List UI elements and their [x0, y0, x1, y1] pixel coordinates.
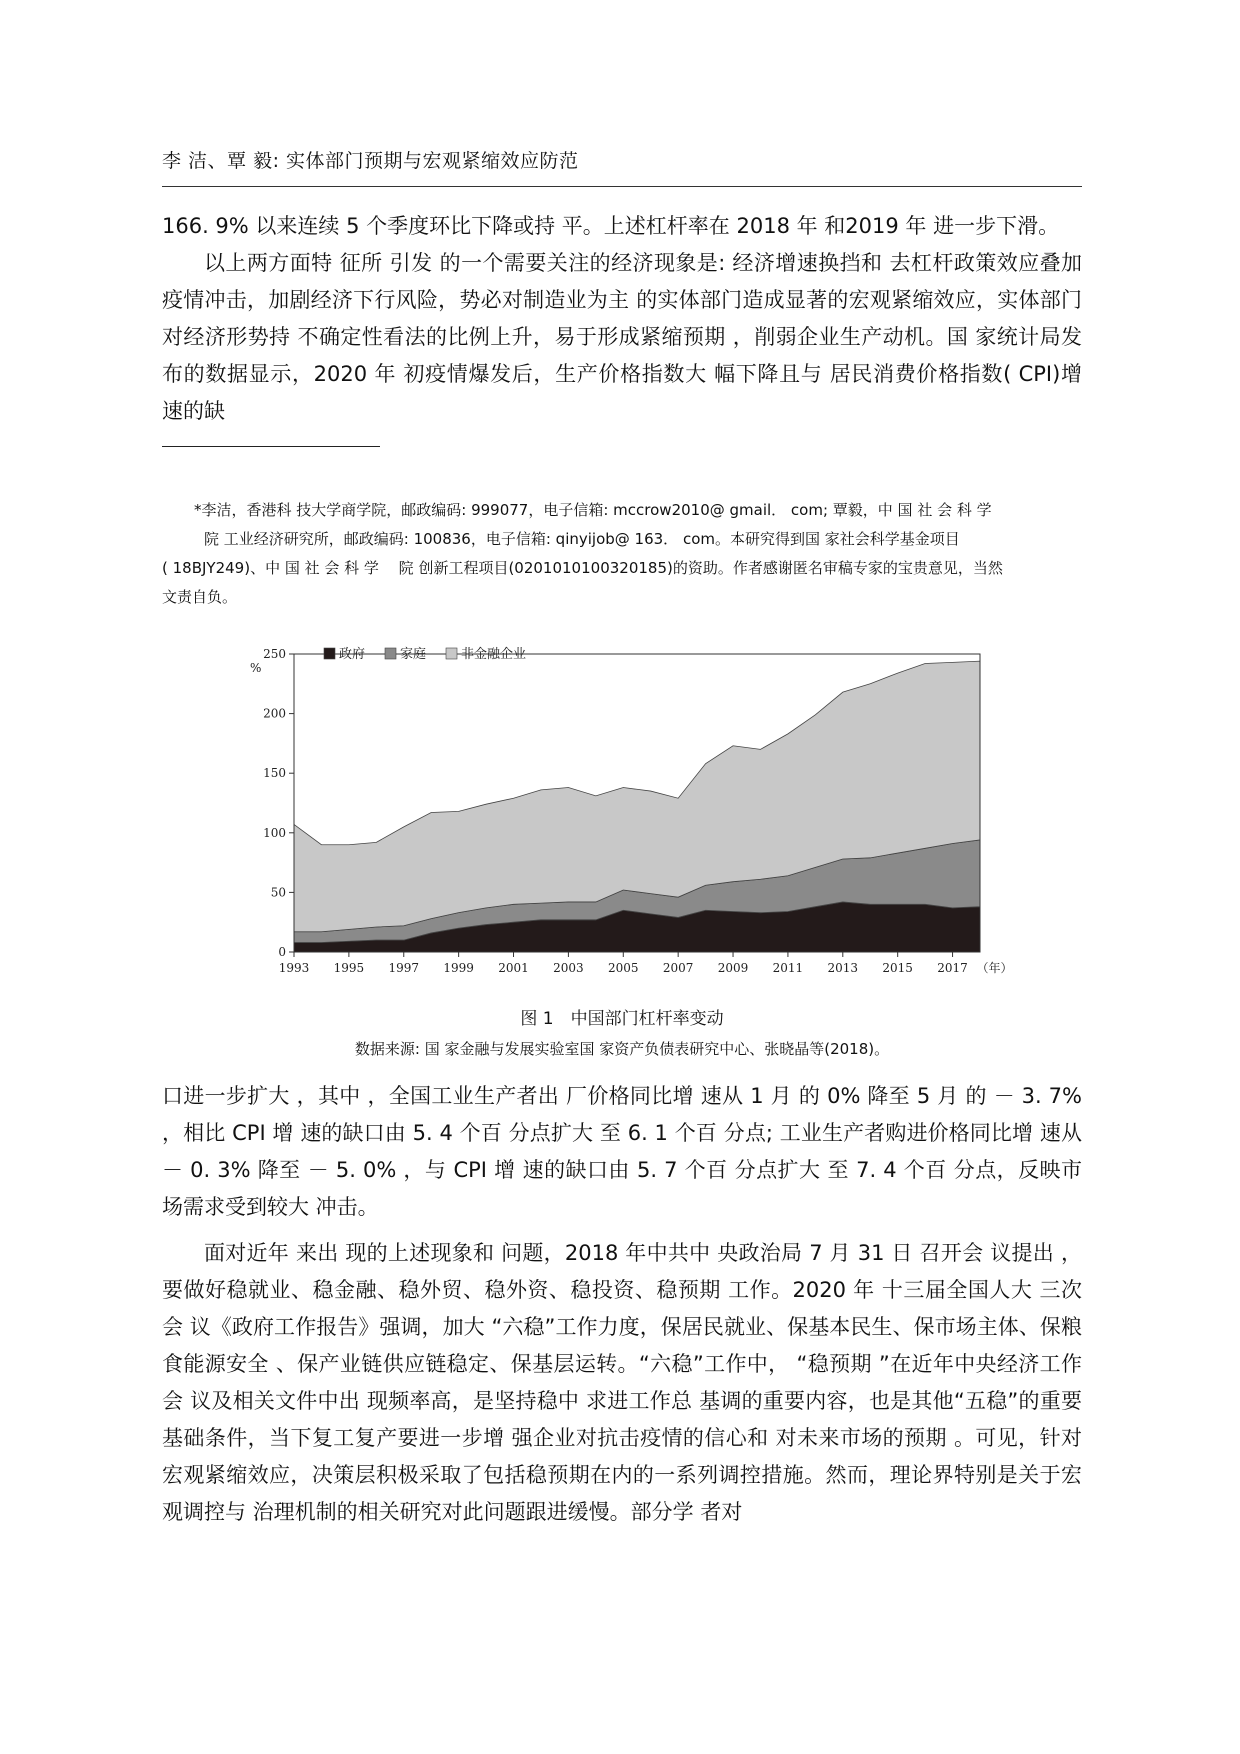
- x-tick-label: 2013: [827, 961, 859, 975]
- legend-swatch-2: [446, 648, 457, 659]
- x-tick-label: 2017: [937, 961, 968, 975]
- x-tick-label: 2007: [662, 961, 694, 975]
- figure-caption: 图 1 中国部门杠杆率变动: [520, 1009, 724, 1029]
- y-tick-label: 200: [263, 706, 286, 721]
- footnote-line: 院 工业经济研究所，邮政编码: 100836，电子信箱: qinyijob@ 163． com。本研究得到国 家社会科学基金项目: [204, 530, 960, 548]
- footnote-line: 文责自负。: [162, 588, 238, 606]
- x-tick-label: 1999: [443, 961, 474, 975]
- x-axis-label: （年）: [976, 961, 1013, 975]
- legend-swatch-1: [385, 648, 396, 659]
- y-tick-label: 50: [270, 885, 286, 900]
- x-tick-label: 2003: [553, 961, 584, 975]
- x-tick-label: 2015: [882, 961, 913, 975]
- y-tick-label: 250: [263, 647, 286, 661]
- legend-swatch-0: [324, 648, 335, 659]
- footnote-line: ( 18BJY249)、中 国 社 会 科 学 院 创新工程项目(0201010100320185)的资助。作者感谢匿名审稿专家的宝贵意见，当然: [162, 559, 1003, 577]
- figure-source: 数据来源: 国 家金融与发展实验室国 家资产负债表研究中心、张晓晶等(2018)。: [354, 1040, 890, 1058]
- legend-label-0: 政府: [339, 647, 366, 662]
- paragraph-phenomenon: 以上两方面特 征所 引发 的一个需要关注的经济现象是: 经济增速换挡和 去杠杆政策效应叠加疫情冲击，加剧经济下行风险，势必对制造业为主 的实体部门造成显著的宏观紧缩效应，实体部门对经济形势持 不确定性看法的比例上升，易于形成紧缩预期 ，削弱企业生产动机。国 家统计局发布的数据显示，2020 年 初疫情爆发后，生产价格指数大 幅下降且与 居民消费价格指数( CPI)增 速的缺: [162, 251, 1082, 423]
- chart-svg: [240, 640, 1013, 980]
- legend-label-2: 非金融企业: [461, 647, 527, 662]
- author-footnote: [162, 496, 1082, 612]
- footnote-rule: [162, 446, 380, 447]
- header-rule: [162, 186, 1082, 187]
- x-tick-label: 1993: [278, 961, 310, 975]
- x-tick-label: 1997: [388, 961, 420, 975]
- x-tick-label: 2009: [717, 961, 749, 975]
- y-tick-label: 100: [263, 825, 286, 840]
- x-tick-label: 2005: [608, 961, 639, 975]
- paragraph-six-stabilities: 面对近年 来出 现的上述现象和 问题，2018 年中共中 央政治局 7 月 31 日 召开会 议提出 ，要做好稳就业、稳金融、稳外贸、稳外资、稳投资、稳预期 工作。2020 年 十三届全国人大 三次会 议《政府工作报告》强调，加大 “六稳”工作力度，保居民就业、保基本民生、保市场主体、保粮食能源安全 、保产业链供应链稳定、保基层运转。“六稳”工作中， “稳预期 ”在近年中央经济工作会 议及相关文件中出 现频率高，是坚持稳中 求进工作总 基调的重要内容，也是其他“五稳”的重要基础条件，当下复工复产要进一步增 强企业对抗击疫情的信心和 对未来市场的预期 。可见，针对宏观紧缩效应，决策层积极采取了包括稳预期在内的一系列调控措施。然而，理论界特别是关于宏观调控与 治理机制的相关研究对此问题跟进缓慢。部分学 者对: [162, 1241, 1082, 1524]
- y-tick-label: 0: [278, 945, 286, 959]
- y-axis-label: %: [250, 661, 262, 675]
- paragraph-ppi-gap: 口进一步扩大 ，其中 ，全国工业生产者出 厂价格同比增 速从 1 月 的 0% 降至 5 月 的 － 3. 7% ，相比 CPI 增 速的缺口由 5. 4 个百 分点扩大 至 6. 1 个百 分点; 工业生产者购进价格同比增 速从 － 0. 3% 降至 － 5. 0% ，与 CPI 增 速的缺口由 5. 7 个百 分点扩大 至 7. 4 个百 分点，反映市场需求受到较大 冲击。: [162, 1084, 1082, 1219]
- y-tick-label: 150: [263, 766, 286, 781]
- leverage-chart: [240, 640, 1013, 980]
- paragraph-continuation: 166. 9% 以来连续 5 个季度环比下降或持 平。上述杠杆率在 2018 年 和2019 年 进一步下滑。: [162, 214, 1060, 238]
- x-tick-label: 2001: [498, 961, 529, 975]
- x-tick-label: 1995: [333, 961, 365, 975]
- legend-label-1: 家庭: [400, 647, 427, 662]
- x-tick-label: 2011: [772, 961, 804, 975]
- footnote-line: *李洁，香港科 技大学商学院，邮政编码: 999077，电子信箱: mccrow2010@ gmail． com; 覃毅，中 国 社 会 科 学: [194, 501, 992, 519]
- running-title: 李 洁、覃 毅: 实体部门预期与宏观紧缩效应防范: [162, 150, 579, 172]
